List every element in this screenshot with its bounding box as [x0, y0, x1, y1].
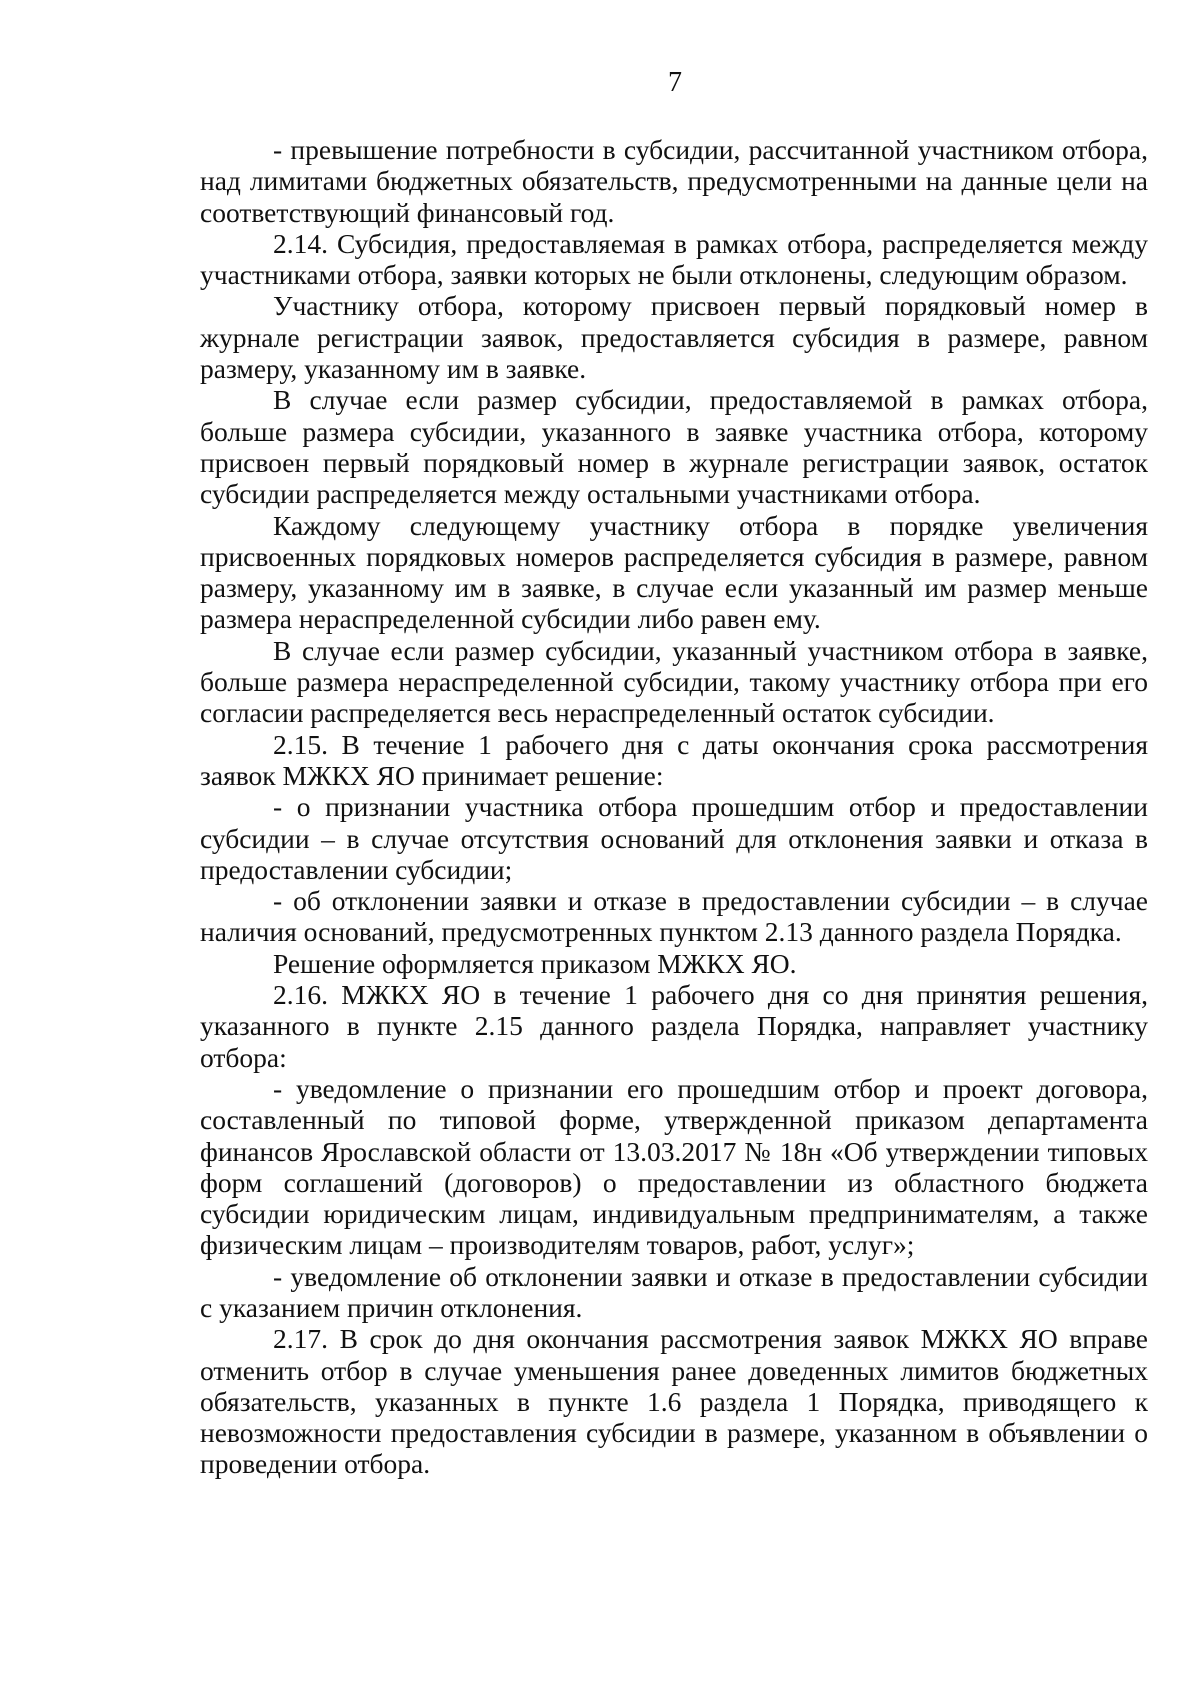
paragraph-2-14: 2.14. Субсидия, предоставляемая в рамках отбора, распределяется между участниками отбора, заявки которых не были отклонены, следующим образом.: [200, 227, 1148, 291]
paragraph-2-17: 2.17. В срок до дня окончания рассмотрения заявок МЖКХ ЯО вправе отменить отбор в случае уменьшения ранее доведенных лимитов бюджетных обязательств, указанных в пункте 1.6 раздела 1 Порядка, приводящего к невозможности предоставления субсидии в размере, указанном в объявлении о проведении отбора.: [200, 1323, 1148, 1480]
paragraph-decision-approve: - о признании участника отбора прошедшим отбор и предоставлении субсидии – в случае отсутствия оснований для отклонения заявки и отказа в предоставлении субсидии;: [200, 791, 1148, 885]
page-number: 7: [668, 67, 682, 98]
paragraph-remaining-subsidy: В случае если размер субсидии, предоставляемой в рамках отбора, больше размера субсидии, указанного в заявке участника отбора, которому присвоен первый порядковый номер в журнале регистрации заявок, остаток субсидии распределяется между остальными участниками отбора.: [200, 384, 1148, 510]
paragraph-exceeds-remaining: В случае если размер субсидии, указанный участником отбора в заявке, больше размера нераспределенной субсидии, такому участнику отбора при его согласии распределяется весь нераспределенный остаток субсидии.: [200, 634, 1148, 729]
paragraph-notice-reject: - уведомление об отклонении заявки и отказе в предоставлении субсидии с указанием причин отклонения.: [200, 1260, 1148, 1323]
paragraph-decision-order: Решение оформляется приказом МЖКХ ЯО.: [273, 947, 797, 979]
document-body: [200, 134, 1148, 1480]
paragraph-excess-need: - превышение потребности в субсидии, рассчитанной участником отбора, над лимитами бюджетных обязательств, предусмотренными на данные цели на соответствующий финансовый год.: [200, 134, 1148, 228]
paragraph-first-participant: Участнику отбора, которому присвоен первый порядковый номер в журнале регистрации заявок, предоставляется субсидия в размере, равном размеру, указанному им в заявке.: [200, 290, 1148, 385]
paragraph-2-16: 2.16. МЖКХ ЯО в течение 1 рабочего дня со дня принятия решения, указанного в пункте 2.15 данного раздела Порядка, направляет участнику отбора:: [200, 979, 1148, 1073]
paragraph-next-participant: Каждому следующему участнику отбора в порядке увеличения присвоенных порядковых номеров распределяется субсидия в размере, равном размеру, указанному им в заявке, в случае если указанный им размер меньше размера нераспределенной субсидии либо равен ему.: [200, 509, 1148, 635]
paragraph-decision-reject: - об отклонении заявки и отказе в предоставлении субсидии – в случае наличия оснований, предусмотренных пунктом 2.13 данного раздела Порядка.: [200, 885, 1148, 948]
paragraph-notice-approve: - уведомление о признании его прошедшим отбор и проект договора, составленный по типовой форме, утвержденной приказом департамента финансов Ярославской области от 13.03.2017 № 18н «Об утверждении типовых форм соглашений (договоров) о предоставлении из областного бюджета субсидии юридическим лицам, индивидуальным предпринимателям, а также физическим лицам – производителям товаров, работ, услуг»;: [200, 1072, 1148, 1261]
paragraph-2-15: 2.15. В течение 1 рабочего дня с даты окончания срока рассмотрения заявок МЖКХ ЯО принимает решение:: [200, 728, 1148, 791]
